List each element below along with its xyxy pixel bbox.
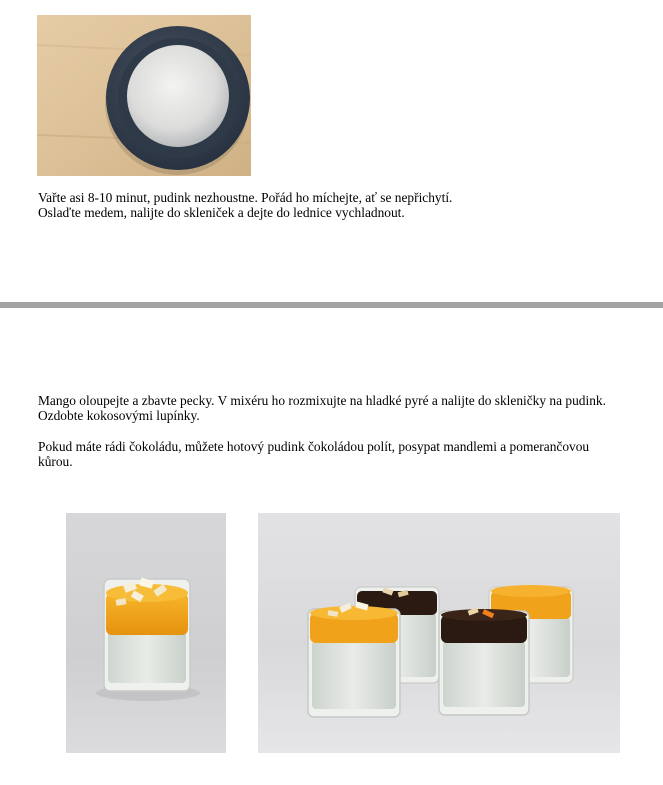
- instruction-line-1: Vařte asi 8-10 minut, pudink nezhoustne. Pořád ho míchejte, ať se nepřichytí.: [38, 190, 453, 205]
- instructions-chocolate: [38, 439, 638, 469]
- photo-pudding-variations: [258, 513, 620, 753]
- chocolate-line-1: Pokud máte rádi čokoládu, můžete hotový pudink čokoládou polít, posypat mandlemi a pomerančovou: [38, 439, 590, 454]
- instructions-mango: [38, 393, 638, 423]
- instruction-line-2: Oslaďte medem, nalijte do skleniček a dejte do lednice vychladnout.: [38, 205, 405, 220]
- photo-mango-pudding-glass: [66, 513, 226, 753]
- photo-bowl-tapioca: [37, 15, 251, 176]
- page-divider: [0, 302, 663, 308]
- instructions-cooking: [38, 190, 638, 220]
- mango-line-2: Ozdobte kokosovými lupínky.: [38, 408, 200, 423]
- mango-line-1: Mango oloupejte a zbavte pecky. V mixéru ho rozmixujte na hladké pyré a nalijte do skleničky na pudink.: [38, 393, 606, 408]
- chocolate-line-2: kůrou.: [38, 454, 73, 469]
